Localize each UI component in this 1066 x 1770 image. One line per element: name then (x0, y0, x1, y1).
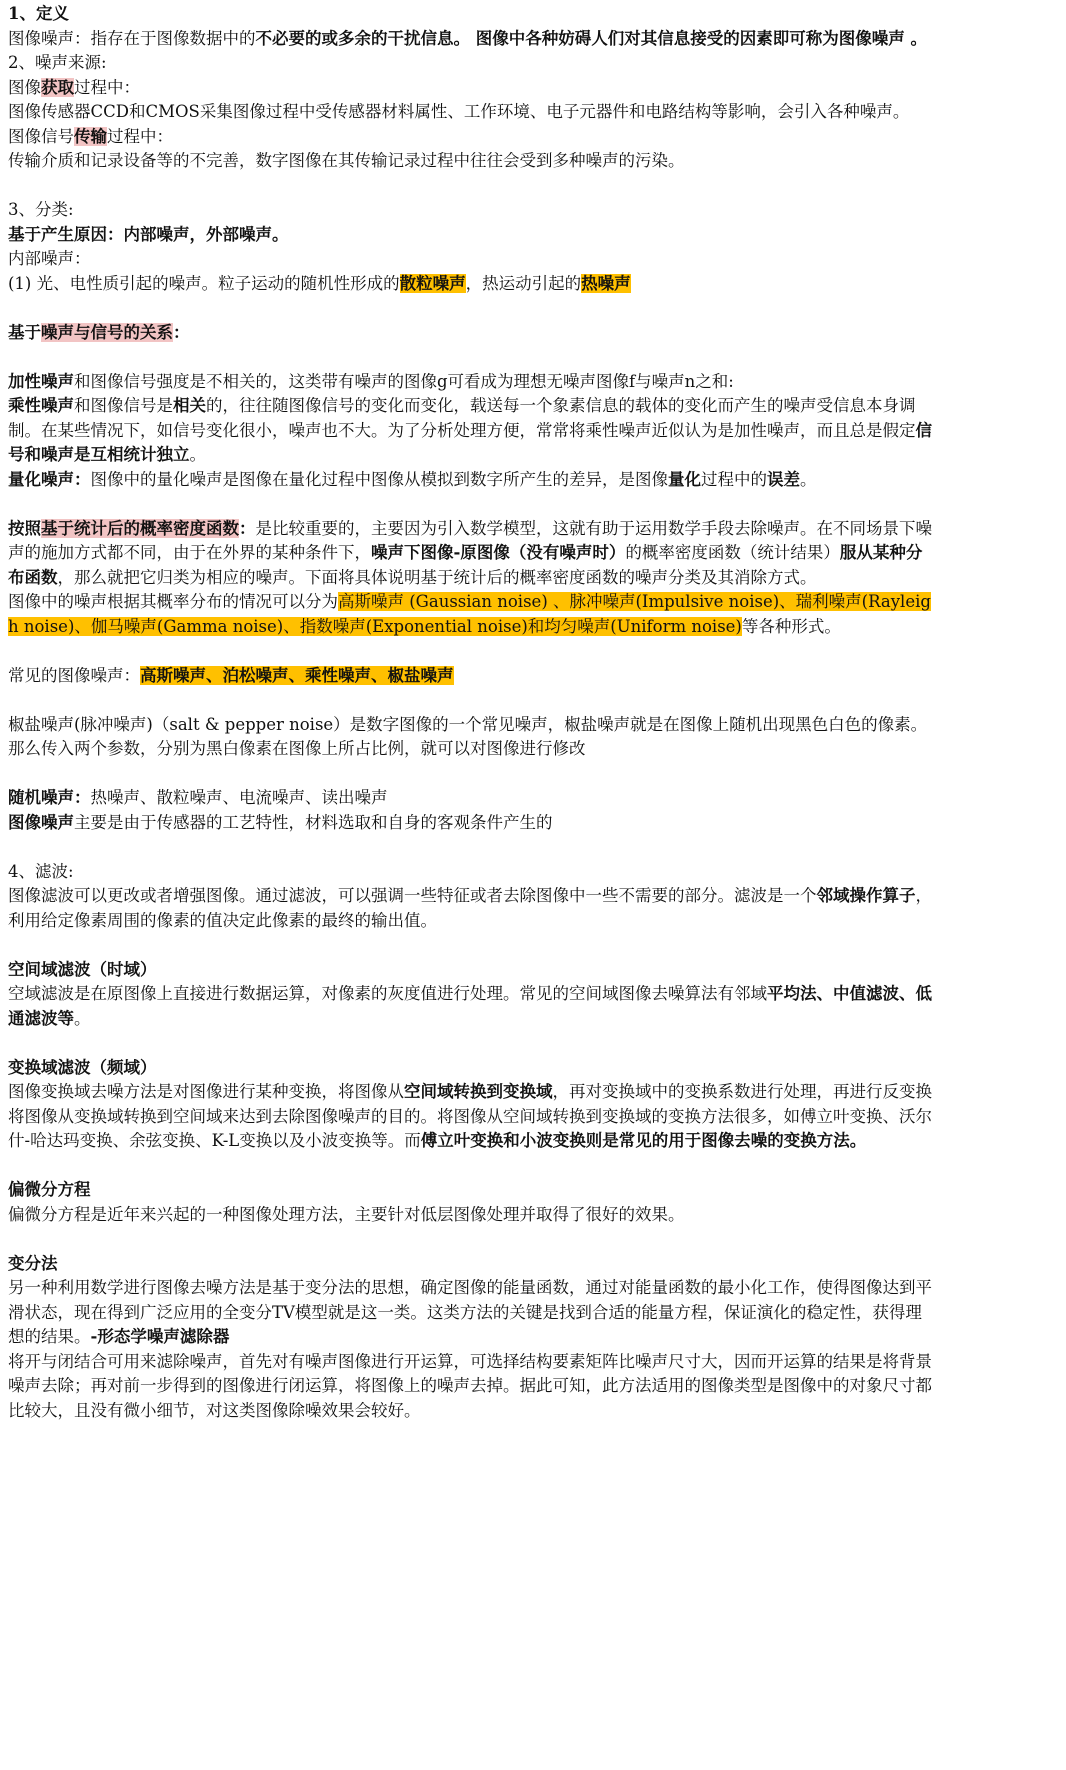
text-run: 图像信号 (8, 126, 74, 146)
spatial-filter-title: 空间域滤波（时域） (8, 959, 157, 979)
text-run: 图像滤波可以更改或者增强图像。通过滤波，可以强调一些特征或者去除图像中一些不需要的部分。滤波是一个 (8, 886, 817, 905)
transmission-label (8, 125, 938, 150)
text-run: 。 (800, 469, 817, 489)
text-run: 过程中： (107, 126, 173, 146)
spacer (8, 762, 938, 787)
bold-run: -形态学噪声滤除器 (90, 1327, 230, 1346)
section-heading-classification: 3、分类: (8, 200, 74, 219)
highlight-noise-signal-relation: 噪声与信号的关系 (41, 322, 173, 342)
highlight-thermal-noise: 热噪声 (581, 273, 631, 293)
section-heading-definition: 1、定义 (8, 4, 69, 23)
pde-paragraph: 偏微分方程是近年来兴起的一种图像处理方法，主要针对低层图像处理并取得了很好的效果。 (8, 1204, 685, 1224)
highlight-common-noise: 高斯噪声、泊松噪声、乘性噪声、椒盐噪声 (140, 665, 454, 685)
acquisition-description: 图像传感器CCD和CMOS采集图像过程中受传感器材料属性、工作环境、电子元器件和电路结构等影响，会引入各种噪声。 (8, 102, 910, 121)
random-noise-line (8, 786, 938, 811)
text-run: 热噪声、散粒噪声、电流噪声、读出噪声 (90, 788, 388, 807)
text-run: (1) 光、电性质引起的噪声。粒子运动的随机性形成的 (8, 273, 400, 293)
spacer (8, 688, 938, 713)
variational-title: 变分法 (8, 1253, 58, 1273)
spacer (8, 835, 938, 860)
text-run: 图像噪声：指存在于图像数据中的 (8, 28, 256, 48)
bold-run: 邻域操作算子 (816, 886, 916, 905)
text-run: ，利用给定像素周围的像素的值决定此像素的最终的输出值。 (8, 886, 932, 930)
additive-noise-paragraph (8, 370, 938, 395)
internal-noise-label: 内部噪声： (8, 249, 91, 268)
definition-paragraph (8, 27, 938, 52)
highlight-shot-noise: 散粒噪声 (399, 273, 466, 293)
spacer (8, 639, 938, 664)
bold-run: 服从某种分布函数 (8, 543, 923, 587)
internal-noise-item (8, 272, 938, 297)
text-run: 过程中： (74, 77, 140, 97)
text-run: 主要是由于传感器的工艺特性，材料选取和自身的客观条件产生的 (74, 812, 553, 832)
text-run: 的，往往随图像信号的变化而变化，载送每一个象素信息的载体的变化而产生的噪声受信息本身调制。在某些情况下，如信号变化很小，噪声也不大。为了分析处理方便，常常将乘性噪声近似认为是加性噪声，而且总是假定 (8, 396, 916, 440)
bold-run: 不必要的或多余的干扰信息。 图像中各种妨碍人们对其信息接受的因素即可称为图像噪声 。 (255, 28, 927, 48)
bold-run: 量化 (668, 469, 701, 489)
text-run: 图像中的量化噪声是图像在量化过程中图像从模拟到数字所产生的差异，是图像 (90, 469, 668, 489)
text-run: 基于 (8, 322, 41, 342)
spacer (8, 1227, 938, 1252)
image-noise-term: 图像噪声 (8, 812, 74, 832)
highlight-noise-distributions: 高斯噪声 (Gaussian noise) 、脉冲噪声(Impulsive noise)、瑞利噪声(Rayleigh noise)、伽马噪声(Gamma noise)、指数噪声(Exponential noise)和均匀噪声(Uniform noise) (8, 592, 931, 636)
image-noise-line (8, 811, 938, 836)
text-run: 图像 (8, 77, 41, 97)
text-run: 。 (74, 1008, 91, 1028)
spacer (8, 1154, 938, 1179)
text-run: 常见的图像噪声： (8, 665, 140, 685)
bold-run: 信号和噪声是互相统计独立 (8, 420, 932, 464)
text-run: ，再对变换域中的变换系数进行处理，再进行反变换将图像从变换域转换到空间域来达到去除图像噪声的目的。将图像从空间域转换到变换域的变换方法很多，如傅立叶变换、沃尔什-哈达玛变换、余弦变换、K-L变换以及小波变换等。而 (8, 1082, 932, 1150)
text-run: 是比较重要的，主要因为引入数学模型，这就有助于运用数学手段去除噪声。在不同场景下噪声的施加方式都不同，由于在外界的某种条件下， (8, 518, 932, 562)
bold-run: 平均法、中值滤波、低通滤波等 (8, 984, 932, 1028)
highlight-transmission: 传输 (74, 126, 107, 146)
bold-run: 傅立叶变换和小波变换则是常见的用于图像去噪的变换方法。 (420, 1131, 867, 1150)
text-run: 等各种形式。 (741, 616, 841, 636)
salt-pepper-paragraph: 椒盐噪声(脉冲噪声)（salt & pepper noise）是数字图像的一个常见噪声，椒盐噪声就是在图像上随机出现黑色白色的像素。那么传入两个参数，分别为黑白像素在图像上所占比例，就可以对图像进行修改 (8, 714, 928, 758)
text-run: 图像变换域去噪方法是对图像进行某种变换，将图像从 (8, 1082, 404, 1101)
bold-run: 误差 (767, 469, 800, 489)
spatial-filter-paragraph (8, 982, 938, 1031)
bold-run: 相关 (173, 396, 206, 415)
spacer (8, 492, 938, 517)
pde-title: 偏微分方程 (8, 1180, 91, 1199)
spacer (8, 345, 938, 370)
text-run: 过程中的 (701, 469, 767, 489)
highlight-pdf: 基于统计后的概率密度函数 (41, 518, 239, 538)
multiplicative-noise-term: 乘性噪声 (8, 396, 74, 415)
bold-run: ： (239, 518, 256, 538)
relation-heading (8, 321, 938, 346)
transmission-description: 传输介质和记录设备等的不完善，数字图像在其传输记录过程中往往会受到多种噪声的污染。 (8, 151, 685, 170)
spacer (8, 933, 938, 958)
variational-paragraph (8, 1276, 938, 1350)
common-noise-line (8, 664, 938, 689)
quantization-noise-paragraph (8, 468, 938, 493)
pdf-paragraph (8, 517, 938, 591)
bold-run: 按照 (8, 518, 41, 538)
text-run: ： (173, 322, 190, 342)
text-run: ，那么就把它归类为相应的噪声。下面将具体说明基于统计后的概率密度函数的噪声分类及其消除方式。 (57, 567, 817, 587)
section-heading-sources: 2、噪声来源: (8, 53, 107, 72)
spacer (8, 1031, 938, 1056)
quantization-noise-term: 量化噪声： (8, 469, 91, 489)
acquisition-label (8, 76, 938, 101)
additive-noise-term: 加性噪声 (8, 371, 74, 391)
morphology-paragraph: 将开与闭结合可用来滤除噪声，首先对有噪声图像进行开运算，可选择结构要素矩阵比噪声尺寸大，因而开运算的结果是将背景噪声去除；再对前一步得到的图像进行闭运算，将图像上的噪声去掉。据此可知，此方法适用的图像类型是图像中的对象尺寸都比较大，且没有微小细节，对这类图像除噪效果会较好。 (8, 1351, 932, 1420)
random-noise-term: 随机噪声： (8, 788, 91, 807)
text-run: 图像中的噪声根据其概率分布的情况可以分为 (8, 592, 338, 611)
text-run: 。 (189, 445, 206, 464)
section-heading-filtering: 4、滤波: (8, 861, 74, 881)
text-run: 另一种利用数学进行图像去噪方法是基于变分法的思想，确定图像的能量函数，通过对能量函数的最小化工作，使得图像达到平滑状态，现在得到广泛应用的全变分TV模型就是这一类。这类方法的关键是找到合适的能量方程，保证演化的稳定性，获得理想的结果。 (8, 1278, 932, 1346)
text-run: 和图像信号是 (74, 396, 173, 415)
highlight-acquisition: 获取 (41, 77, 74, 97)
bold-run: 空间域转换到变换域 (404, 1082, 553, 1101)
spacer (8, 174, 938, 199)
transform-filter-paragraph (8, 1080, 938, 1154)
basis-by-origin: 基于产生原因：内部噪声，外部噪声。 (8, 224, 289, 244)
bold-run: 噪声下图像-原图像（没有噪声时） (371, 543, 626, 562)
spacer (8, 296, 938, 321)
text-run: 和图像信号强度是不相关的，这类带有噪声的图像g可看成为理想无噪声图像f与噪声n之和: (74, 371, 734, 391)
multiplicative-noise-paragraph (8, 394, 938, 468)
filtering-intro (8, 884, 938, 933)
text-run: 的概率密度函数（统计结果） (625, 543, 840, 562)
text-run: 空域滤波是在原图像上直接进行数据运算，对像素的灰度值进行处理。常见的空间域图像去噪算法有邻域 (8, 984, 767, 1003)
distribution-paragraph (8, 590, 938, 639)
transform-filter-title: 变换域滤波（频域） (8, 1057, 157, 1077)
text-run: ，热运动引起的 (465, 273, 582, 293)
